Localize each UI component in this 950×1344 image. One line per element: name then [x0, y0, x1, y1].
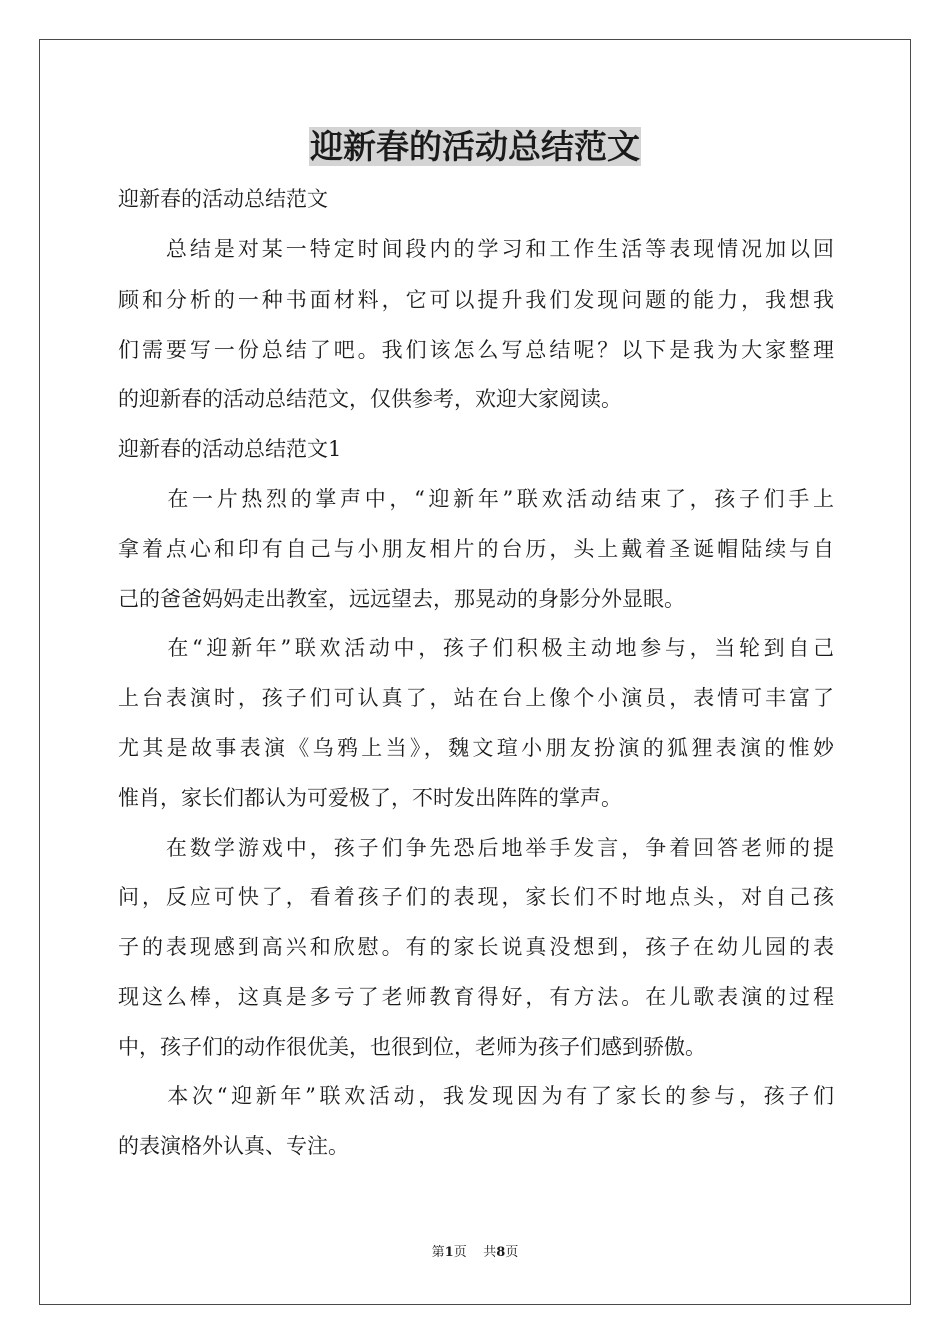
paragraph-line: 中，孩子们的动作很优美，也很到位，老师为孩子们感到骄傲。	[118, 1035, 706, 1059]
paragraph-line: 问，反应可快了，看着孩子们的表现，家长们不时地点头，对自己孩	[118, 885, 834, 909]
paragraph-line: 现这么棒，这真是多亏了老师教育得好，有方法。在儿歌表演的过程	[118, 985, 834, 1009]
paragraph-line: 本次“迎新年”联欢活动，我发现因为有了家长的参与，孩子们	[118, 1084, 834, 1108]
page-number: 第1页	[431, 1245, 467, 1260]
page-border	[39, 39, 911, 1305]
paragraph-line: 在一片热烈的掌声中，“迎新年”联欢活动结束了，孩子们手上	[118, 487, 834, 511]
paragraph-line: 子的表现感到高兴和欣慰。有的家长说真没想到，孩子在幼儿园的表	[118, 935, 834, 959]
paragraph-line: 总结是对某一特定时间段内的学习和工作生活等表现情况加以回	[118, 237, 834, 261]
subtitle-line: 迎新春的活动总结范文	[118, 187, 328, 211]
paragraph-line: 拿着点心和印有自己与小朋友相片的台历，头上戴着圣诞帽陆续与自	[118, 537, 834, 561]
paragraph-line: 顾和分析的一种书面材料，它可以提升我们发现问题的能力，我想我	[118, 288, 834, 312]
document-title: 迎新春的活动总结范文	[310, 127, 640, 166]
paragraph-line: 在“迎新年”联欢活动中，孩子们积极主动地参与，当轮到自己	[118, 636, 834, 660]
section-heading: 迎新春的活动总结范文1	[118, 437, 342, 461]
paragraph-line: 己的爸爸妈妈走出教室，远远望去，那晃动的身影分外显眼。	[118, 587, 685, 611]
paragraph-line: 在数学游戏中，孩子们争先恐后地举手发言，争着回答老师的提	[118, 836, 834, 860]
paragraph-line: 惟肖，家长们都认为可爱极了，不时发出阵阵的掌声。	[118, 786, 622, 810]
page-total: 共8页	[483, 1245, 519, 1260]
page-footer	[0, 1244, 950, 1262]
paragraph-line: 的表演格外认真、专注。	[118, 1134, 349, 1158]
paragraph-line: 们需要写一份总结了吧。我们该怎么写总结呢？以下是我为大家整理	[118, 338, 834, 362]
paragraph-line: 上台表演时，孩子们可认真了，站在台上像个小演员，表情可丰富了	[118, 686, 834, 710]
paragraph-line: 尤其是故事表演《乌鸦上当》，魏文瑄小朋友扮演的狐狸表演的惟妙	[118, 736, 834, 760]
paragraph-line: 的迎新春的活动总结范文，仅供参考，欢迎大家阅读。	[118, 387, 622, 411]
